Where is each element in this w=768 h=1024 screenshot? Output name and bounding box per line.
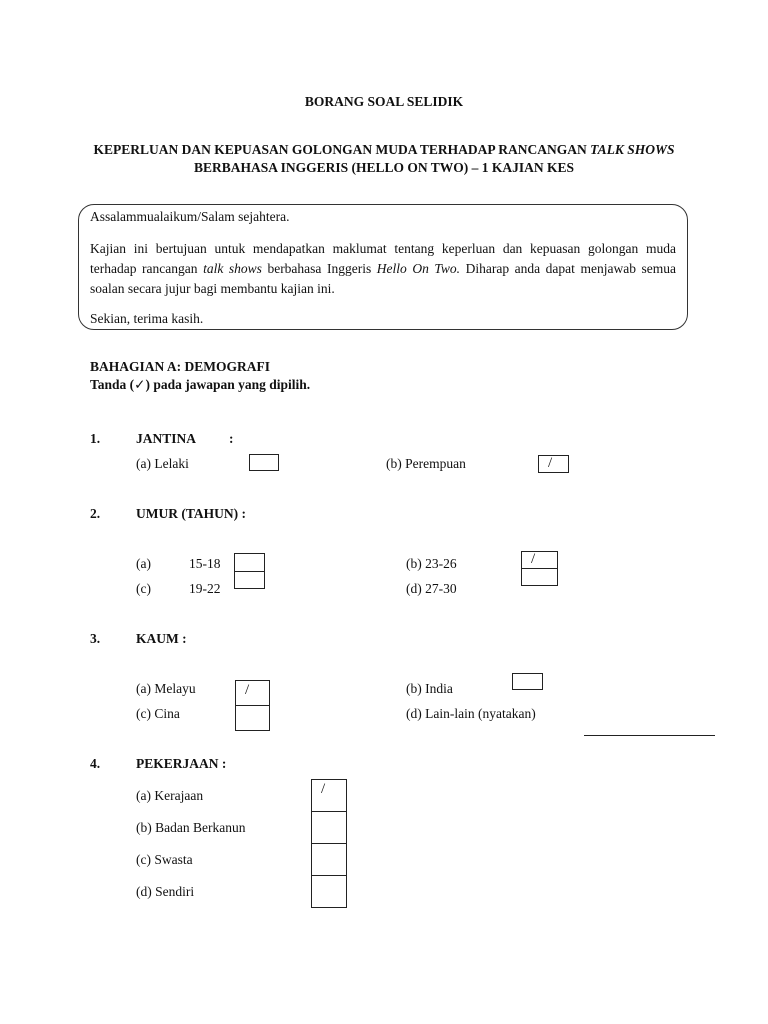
q3-other-underline[interactable]: [584, 735, 715, 736]
q3-option-a-label: (a) Melayu: [136, 681, 196, 696]
q2-option-d-label: (d) 27-30: [406, 581, 457, 596]
q1-colon: :: [229, 431, 234, 446]
q2-option-b-label: (b) 23-26: [406, 556, 457, 571]
q3-option-b-checkbox[interactable]: [512, 673, 543, 690]
q2-option-d-checkbox[interactable]: [521, 568, 558, 586]
q3-option-c-label: (c) Cina: [136, 706, 180, 721]
q2-option-c-value: 19-22: [189, 581, 221, 596]
intro-text-2: berbahasa Inggeris: [261, 261, 377, 276]
intro-paragraph: [90, 239, 676, 299]
tick-mark: /: [531, 551, 536, 567]
q4-option-a-label: (a) Kerajaan: [136, 788, 204, 803]
intro-closing: Sekian, terima kasih.: [90, 311, 204, 326]
form-subtitle-line2: BERBAHASA INGGERIS (HELLO ON TWO) – 1 KAJIAN KES: [193, 160, 575, 175]
q4-option-c-label: (c) Swasta: [136, 852, 193, 867]
subtitle-text: KEPERLUAN DAN KEPUASAN GOLONGAN MUDA TERHADAP RANCANGAN: [93, 142, 591, 157]
tick-mark: /: [245, 682, 250, 698]
subtitle-italic: TALK SHOWS: [590, 142, 675, 157]
q1-label: JANTINA: [136, 431, 197, 446]
q4-option-a-checkbox[interactable]: [311, 779, 347, 812]
q4-label: PEKERJAAN :: [136, 756, 227, 771]
tick-mark: /: [548, 455, 553, 471]
q4-option-b-checkbox[interactable]: [311, 811, 347, 844]
q2-option-b-checkbox[interactable]: [521, 551, 558, 569]
checkmark-icon: ✓: [134, 377, 146, 393]
intro-italic-2: Hello On Two.: [376, 261, 461, 276]
q1-option-a-label: (a) Lelaki: [136, 456, 189, 471]
q2-label: UMUR (TAHUN) :: [136, 506, 246, 521]
form-subtitle-line1: [0, 142, 768, 158]
q2-option-c-checkbox[interactable]: [234, 571, 265, 589]
q3-label: KAUM :: [136, 631, 187, 646]
intro-text-3: Diharap anda dapat menjawab semua soalan secara jujur bagi membantu kajian ini.: [90, 261, 676, 296]
section-title: BAHAGIAN A: DEMOGRAFI: [90, 359, 271, 374]
tick-mark: /: [321, 781, 326, 797]
intro-text-1: Kajian ini bertujuan untuk mendapatkan maklumat tentang keperluan dan kepuasan golongan muda terhadap rancangan: [90, 241, 676, 276]
q4-number: 4.: [90, 756, 101, 771]
q2-option-a-checkbox[interactable]: [234, 553, 265, 572]
q1-option-a-checkbox[interactable]: [249, 454, 279, 471]
q3-option-c-checkbox[interactable]: [235, 705, 270, 731]
q2-option-a-key: (a): [136, 556, 151, 571]
q2-option-c-key: (c): [136, 581, 151, 596]
q4-option-b-label: (b) Badan Berkanun: [136, 820, 246, 835]
instruction-text-1: Tanda (: [90, 377, 135, 392]
q3-option-d-label: (d) Lain-lain (nyatakan): [406, 706, 536, 721]
instruction-text-2: ) pada jawapan yang dipilih.: [145, 377, 311, 392]
q2-number: 2.: [90, 506, 101, 521]
q4-option-d-label: (d) Sendiri: [136, 884, 195, 899]
q1-option-b-checkbox[interactable]: [538, 455, 569, 473]
intro-italic-1: talk shows: [203, 261, 262, 276]
q1-option-b-label: (b) Perempuan: [386, 456, 466, 471]
q2-option-a-value: 15-18: [189, 556, 221, 571]
section-instruction: [90, 377, 310, 393]
q4-option-c-checkbox[interactable]: [311, 843, 347, 876]
q3-option-a-checkbox[interactable]: [235, 680, 270, 706]
q4-option-d-checkbox[interactable]: [311, 875, 347, 908]
q1-number: 1.: [90, 431, 101, 446]
q3-number: 3.: [90, 631, 101, 646]
intro-greeting: Assalammualaikum/Salam sejahtera.: [90, 209, 290, 224]
form-title: BORANG SOAL SELIDIK: [304, 94, 464, 109]
q3-option-b-label: (b) India: [406, 681, 453, 696]
